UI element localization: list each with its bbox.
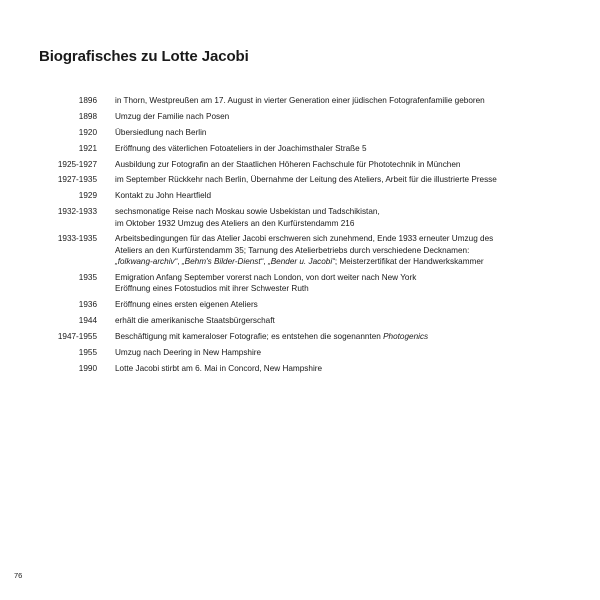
timeline-entry: [40, 95, 585, 106]
timeline-entry: [40, 143, 585, 154]
entry-year: 1990: [78, 363, 97, 373]
entry-year: 1955: [78, 347, 97, 357]
entry-line: sechsmonatige Reise nach Moskau sowie Usbekistan und Tadschikistan,: [115, 207, 380, 217]
alias-name: „Bender u. Jacobi“: [267, 257, 335, 267]
entry-text: [115, 331, 585, 342]
timeline-entry: [40, 159, 585, 170]
timeline-entry: [40, 127, 585, 138]
entry-text-fragment: ,: [177, 257, 182, 267]
entry-text: [115, 315, 585, 326]
entry-line: Ausbildung zur Fotografin an der Staatlichen Höheren Fachschule für Phototechnik in München: [115, 159, 461, 169]
entry-line: Umzug nach Deering in New Hampshire: [115, 347, 262, 357]
entry-line: Beschäftigung mit kameraloser Fotografie; es entstehen die sogenannten Photogenics: [115, 331, 429, 341]
entry-text: [115, 206, 585, 229]
entry-text-fragment: ; Meisterzertifikat der Handwerkskammer: [334, 257, 484, 267]
entry-line: Eröffnung eines Fotostudios mit ihrer Schwester Ruth: [115, 284, 309, 294]
entry-text-fragment: ,: [263, 257, 268, 267]
timeline-entry: [40, 272, 585, 295]
entry-line: Lotte Jacobi stirbt am 6. Mai in Concord, New Hampshire: [115, 363, 323, 373]
entry-text: [115, 363, 585, 374]
entry-line: in Thorn, Westpreußen am 17. August in vierter Generation einer jüdischen Fotografenfamilie geboren: [115, 96, 485, 105]
timeline-entry: [40, 299, 585, 310]
timeline-entry: [40, 363, 585, 374]
timeline-entry: [40, 347, 585, 358]
entry-text: [115, 233, 585, 267]
alias-name: „folkwang-archiv“: [115, 257, 178, 267]
entry-year: 1929: [78, 191, 97, 201]
entry-italic-term: Photogenics: [383, 331, 429, 341]
biography-timeline: [40, 95, 585, 379]
alias-name: „Behm's Bilder-Dienst“: [181, 257, 264, 267]
entry-line: Übersiedlung nach Berlin: [115, 127, 207, 137]
entry-line: Eröffnung eines ersten eigenen Ateliers: [115, 300, 258, 310]
entry-text: [115, 299, 585, 310]
timeline-entry: [40, 315, 585, 326]
entry-text: [115, 347, 585, 358]
entry-text: [115, 159, 585, 170]
entry-line: im September Rückkehr nach Berlin, Übernahme der Leitung des Ateliers, Arbeit für die illustrierte Presse: [115, 175, 497, 185]
entry-line: im Oktober 1932 Umzug des Ateliers an den Kurfürstendamm 216: [115, 218, 355, 228]
entry-year: 1896: [78, 96, 97, 105]
page-title: Biografisches zu Lotte Jacobi: [39, 48, 249, 65]
entry-line: erhält die amerikanische Staatsbürgerschaft: [115, 315, 275, 325]
entry-text: [115, 95, 585, 106]
timeline-entry: [40, 233, 585, 267]
entry-year: 1947-1955: [57, 331, 97, 341]
timeline-entry: [40, 174, 585, 185]
timeline-entry: [40, 206, 585, 229]
entry-year: 1925-1927: [57, 159, 97, 169]
entry-line: Arbeitsbedingungen für das Atelier Jacobi erschweren sich zunehmend, Ende 1933 erneuter Umzug des: [115, 234, 494, 244]
entry-year: 1932-1933: [57, 207, 97, 217]
timeline-entry: [40, 111, 585, 122]
entry-line: Ateliers an den Kurfürstendamm 35; Tarnung des Atelierbetriebs durch verschiedene Decknamen:: [115, 245, 470, 255]
entry-year: 1898: [78, 111, 97, 121]
entry-year: 1944: [78, 315, 97, 325]
entry-line: Eröffnung des väterlichen Fotoateliers in der Joachimsthaler Straße 5: [115, 143, 367, 153]
entry-text: [115, 190, 585, 201]
timeline-entry: [40, 331, 585, 342]
entry-year: 1920: [78, 127, 97, 137]
entry-year: 1933-1935: [57, 234, 97, 244]
entry-line: [115, 256, 585, 267]
entry-line: Kontakt zu John Heartfield: [115, 191, 212, 201]
entry-year: 1927-1935: [57, 175, 97, 185]
entry-year: 1921: [78, 143, 97, 153]
entry-line: Umzug der Familie nach Posen: [115, 111, 230, 121]
entry-line: Emigration Anfang September vorerst nach London, von dort weiter nach New York: [115, 272, 417, 282]
timeline-entry: [40, 190, 585, 201]
entry-text: [115, 111, 585, 122]
entry-text: [115, 143, 585, 154]
entry-year: 1936: [78, 300, 97, 310]
entry-year: 1935: [78, 272, 97, 282]
entry-text: [115, 174, 585, 185]
entry-text: [115, 127, 585, 138]
entry-text: [115, 272, 585, 295]
page-number: 76: [14, 571, 23, 580]
